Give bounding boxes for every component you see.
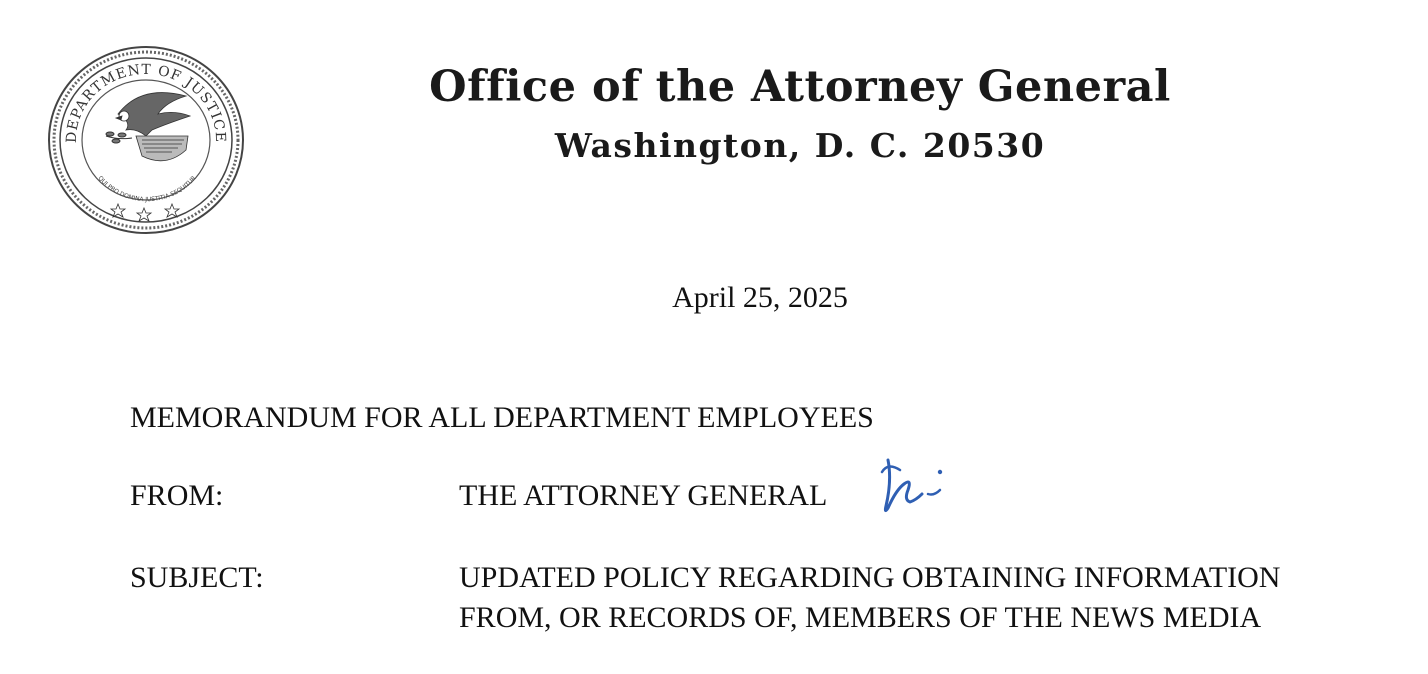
seal-motto: QUI PRO DOMINA JUSTITIA SEQUITUR xyxy=(96,174,198,204)
letterhead-city: Washington, D. C. 20530 xyxy=(554,126,1046,165)
doj-seal xyxy=(46,44,246,236)
subject-label: SUBJECT: xyxy=(130,561,264,594)
subject-line-1: UPDATED POLICY REGARDING OBTAINING INFORMATION xyxy=(459,561,1281,594)
shield-icon xyxy=(136,136,188,161)
eagle-icon xyxy=(116,93,190,136)
memo-heading: MEMORANDUM FOR ALL DEPARTMENT EMPLOYEES xyxy=(130,401,874,434)
memo-date: April 25, 2025 xyxy=(672,281,848,314)
subject-line-2: FROM, OR RECORDS OF, MEMBERS OF THE NEWS MEDIA xyxy=(459,601,1262,634)
signature-graphic xyxy=(874,450,954,522)
from-label: FROM: xyxy=(130,479,224,512)
letterhead-office: Office of the Attorney General xyxy=(429,62,1171,112)
signature-initials xyxy=(874,450,954,522)
doj-seal-graphic xyxy=(46,44,246,236)
seal-ring-text: DEPARTMENT OF JUSTICE xyxy=(63,61,229,144)
from-value: THE ATTORNEY GENERAL xyxy=(459,479,828,512)
olive-branch-icon xyxy=(106,132,132,143)
